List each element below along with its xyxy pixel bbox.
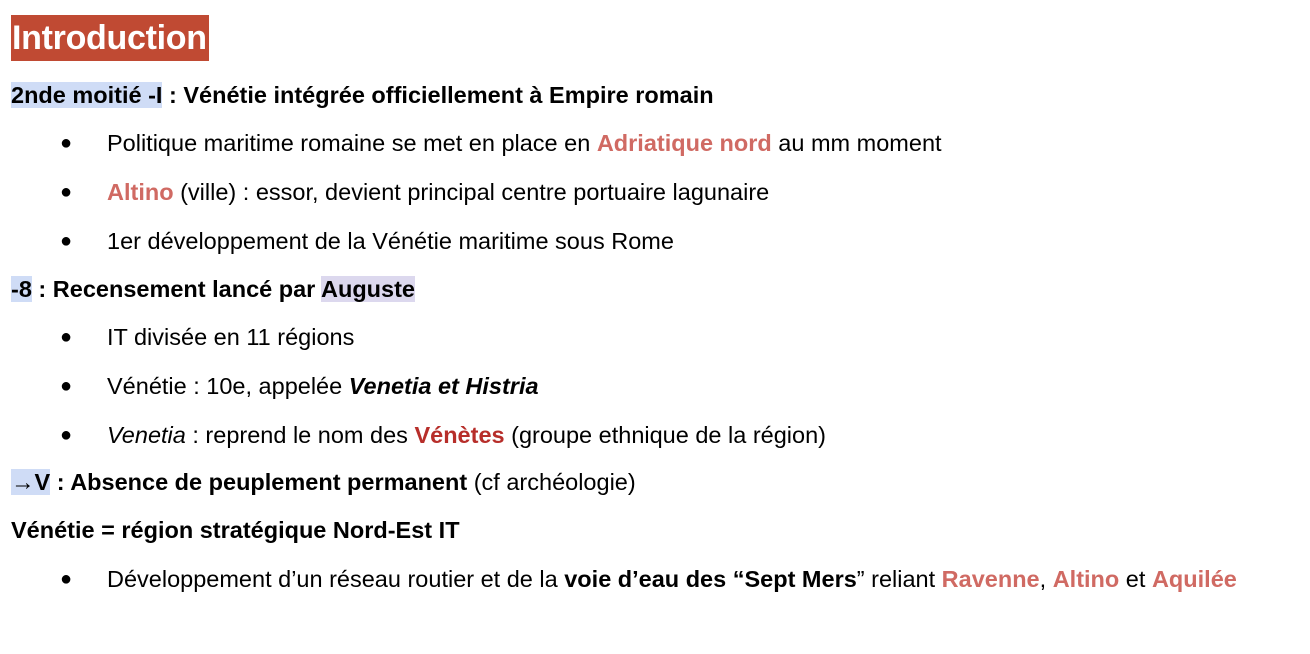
latin-name: Venetia et Histria bbox=[348, 373, 539, 399]
page-title: Introduction bbox=[11, 15, 209, 61]
place-name: Aquilée bbox=[1151, 566, 1237, 592]
bullet-dot: ● bbox=[60, 375, 73, 397]
people-name: Vénètes bbox=[414, 422, 505, 448]
latin-name: Venetia bbox=[107, 422, 186, 448]
section2-bullet-2 bbox=[107, 371, 539, 401]
bullet-dot: ● bbox=[60, 568, 73, 590]
section1-bullet-1 bbox=[107, 128, 942, 158]
bullet-text: ” reliant bbox=[856, 566, 942, 592]
section3-heading-text: : Absence de peuplement permanent bbox=[50, 469, 468, 495]
waterway-name: voie d’eau des “Sept Mers bbox=[564, 566, 857, 592]
place-name: Altino bbox=[107, 179, 174, 205]
section2-heading-text: : Recensement lancé par bbox=[31, 276, 321, 302]
bullet-text: , bbox=[1039, 566, 1053, 592]
section4-heading: Vénétie = région stratégique Nord-Est IT bbox=[11, 517, 460, 543]
bullet-text: Développement d’un réseau routier et de la bbox=[107, 566, 565, 592]
bullet-text: 1er développement de la Vénétie maritime sous Rome bbox=[107, 228, 674, 254]
bullet-text: (ville) : essor, devient principal centre portuaire lagunaire bbox=[173, 179, 770, 205]
section3-note: (cf archéologie) bbox=[467, 469, 636, 495]
bullet-dot: ● bbox=[60, 230, 73, 252]
section1-bullet-2 bbox=[107, 177, 769, 207]
section3-heading bbox=[11, 467, 636, 497]
bullet-text: Politique maritime romaine se met en place en bbox=[107, 130, 597, 156]
section2-heading bbox=[11, 274, 415, 304]
section2-date: -8 bbox=[11, 276, 32, 302]
section2-bullet-1 bbox=[107, 322, 354, 352]
person-name: Auguste bbox=[321, 276, 415, 302]
section1-bullet-3 bbox=[107, 226, 674, 256]
bullet-text: : reprend le nom des bbox=[185, 422, 415, 448]
place-name: Adriatique nord bbox=[596, 130, 772, 156]
bullet-dot: ● bbox=[60, 326, 73, 348]
section3-date: →V bbox=[11, 469, 51, 495]
bullet-text: IT divisée en 11 régions bbox=[107, 324, 355, 350]
bullet-text: et bbox=[1119, 566, 1152, 592]
bullet-text: (groupe ethnique de la région) bbox=[504, 422, 826, 448]
bullet-dot: ● bbox=[60, 424, 73, 446]
place-name: Ravenne bbox=[941, 566, 1040, 592]
place-name: Altino bbox=[1052, 566, 1120, 592]
bullet-text: au mm moment bbox=[771, 130, 942, 156]
bullet-dot: ● bbox=[60, 132, 73, 154]
bullet-text: Vénétie : 10e, appelée bbox=[107, 373, 349, 399]
section1-heading-text: : Vénétie intégrée officiellement à Empire romain bbox=[162, 82, 714, 108]
bullet-dot: ● bbox=[60, 181, 73, 203]
section1-date: 2nde moitié -I bbox=[11, 82, 163, 108]
section4-bullet bbox=[107, 561, 1295, 598]
section2-bullet-3 bbox=[107, 420, 826, 450]
section1-heading bbox=[11, 80, 714, 110]
